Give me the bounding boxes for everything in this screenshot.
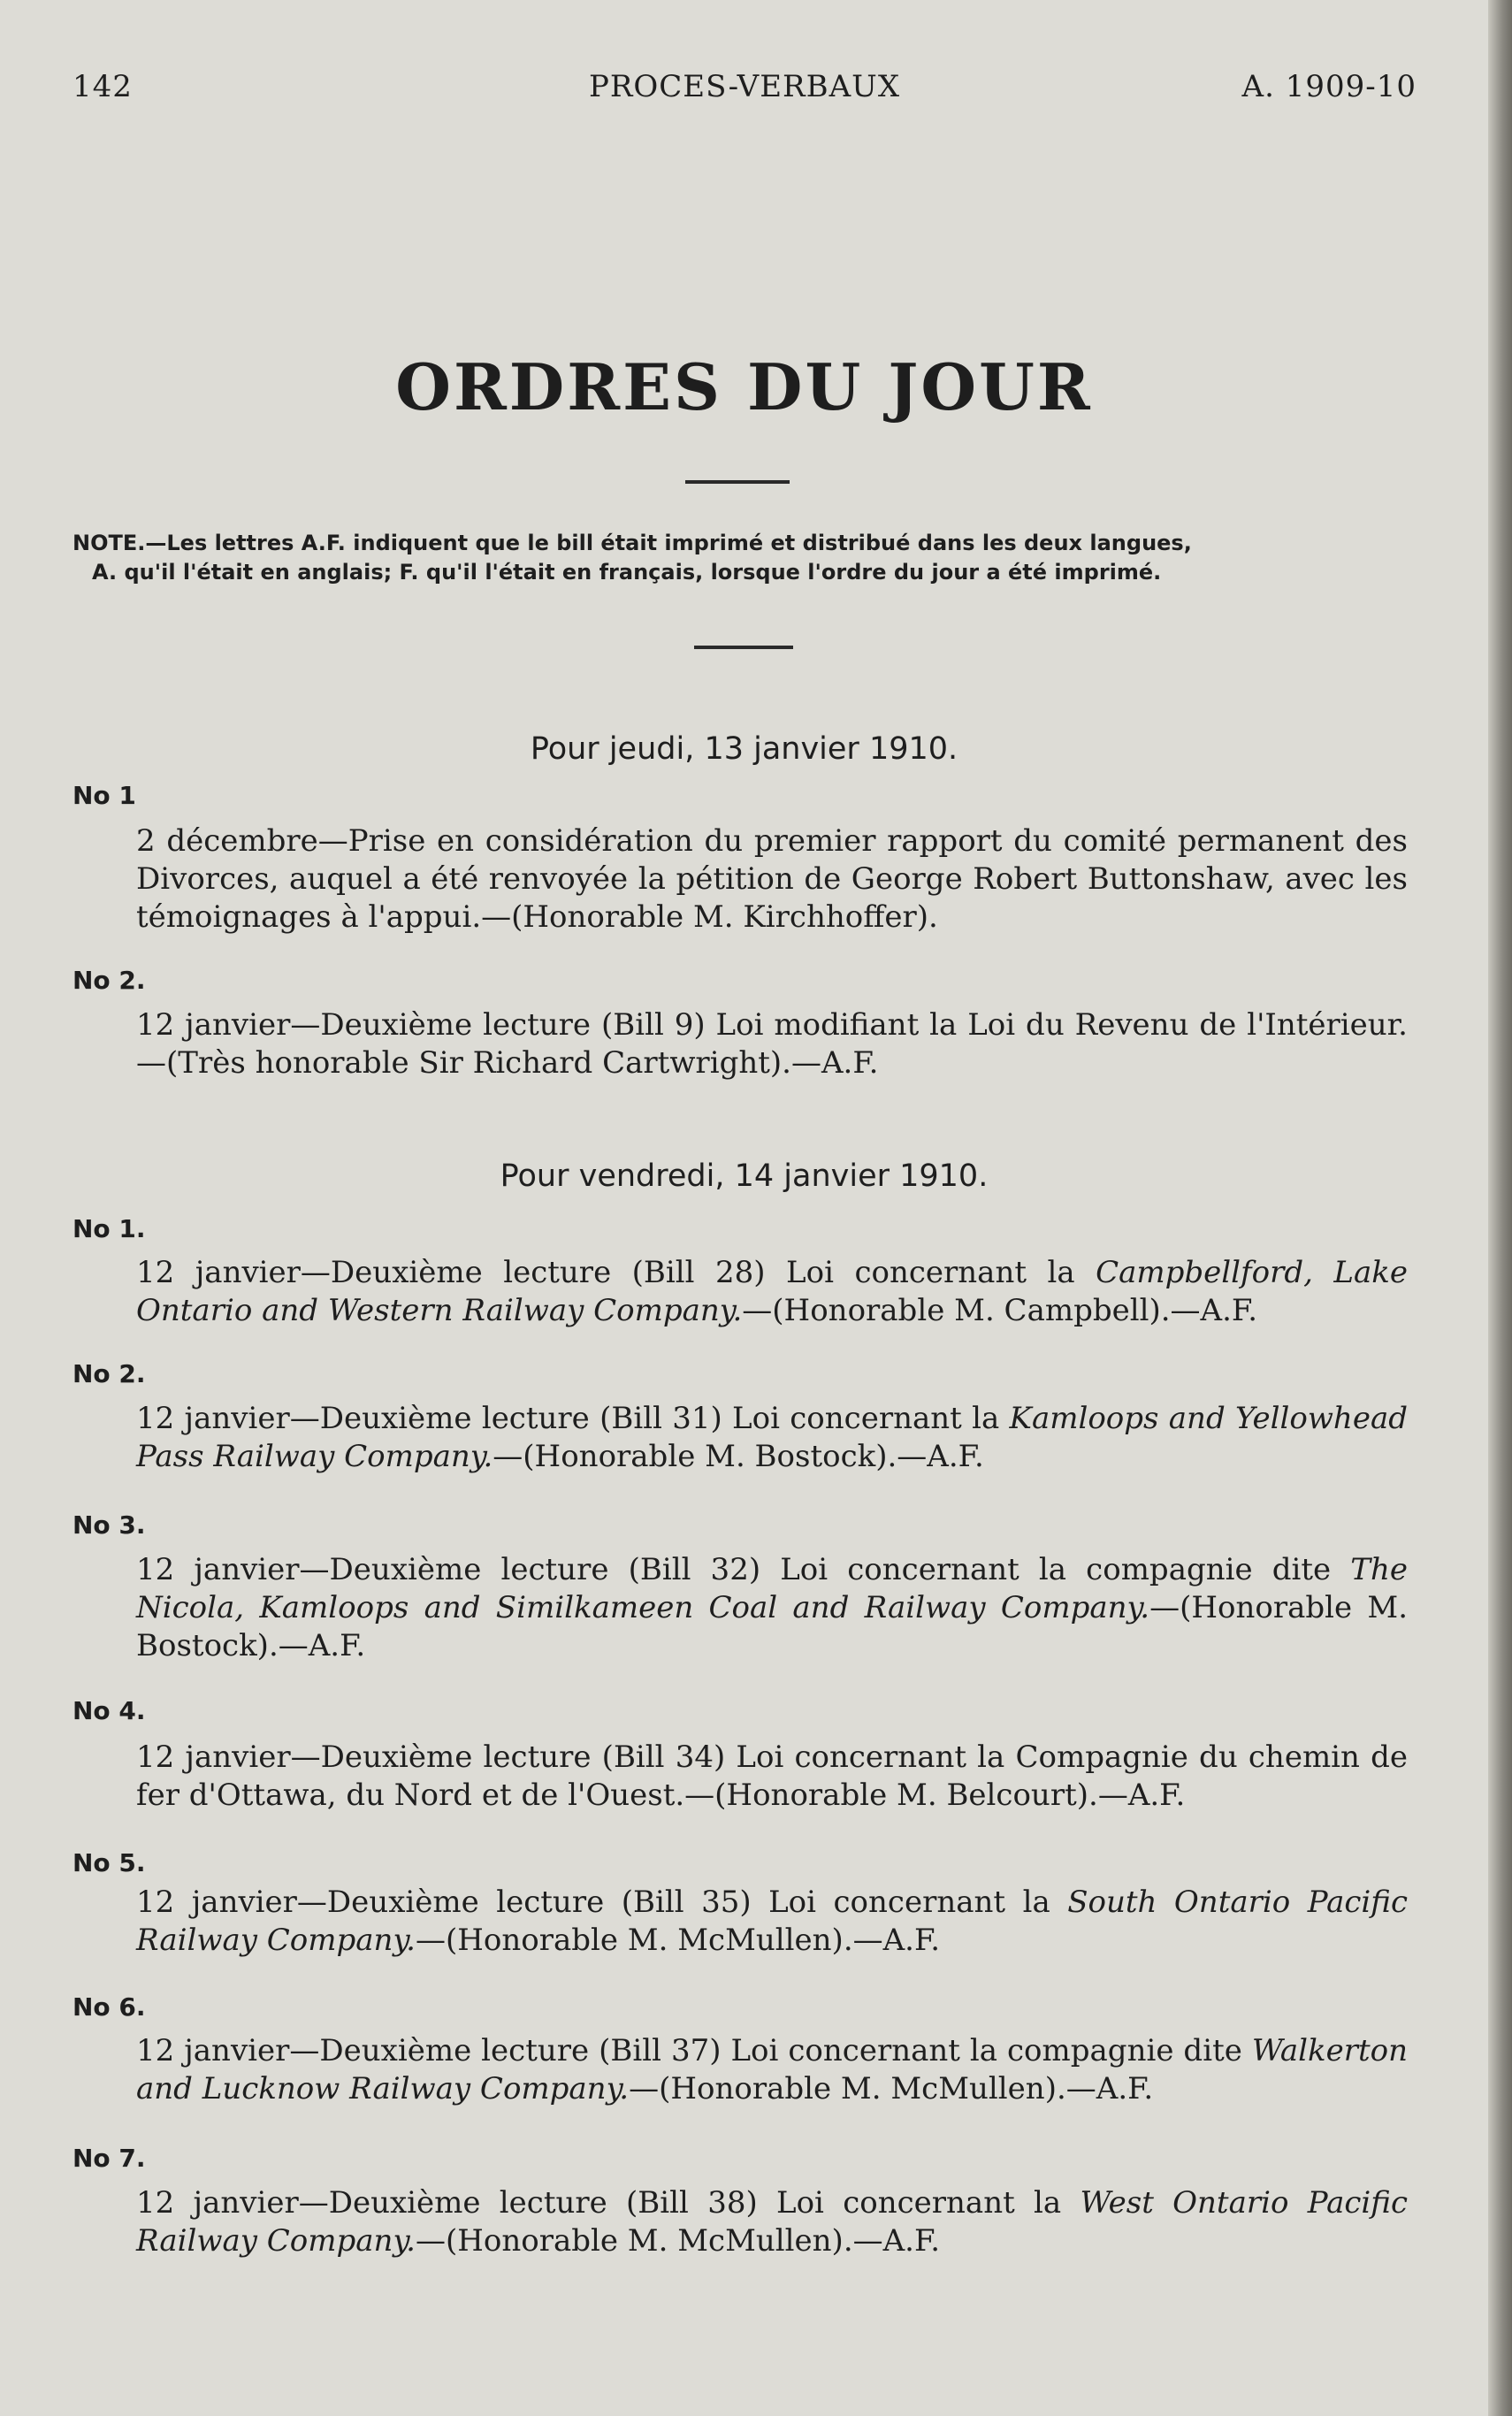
order-entry (71, 2184, 1408, 2260)
item-number: No 6. (73, 1992, 146, 2022)
item-number: No 2. (73, 966, 146, 995)
item-number: No 5. (73, 1848, 146, 1877)
entry-text: 12 janvier—Deuxième lecture (Bill 9) Loi modifiant la Loi du Revenu de l'Intérieur.—(Très honorable Sir Richard Cartwright).—A.F. (136, 1007, 1408, 1081)
entry-sponsor: —(Honorable M. McMullen).—A.F. (629, 2071, 1154, 2106)
company-name: The Nicola, Kamloops and Similkameen Coal and Railway Company. (136, 1552, 1408, 1625)
order-entry (71, 1884, 1408, 1960)
entry-text: 2 décembre—Prise en considération du premier rapport du comité permanent des Divorces, auquel a été renvoyée la pétition de George Robert Buttonshaw, avec les témoignages à l'appui.—(Honorable M. Kirchhoffer). (136, 823, 1408, 935)
item-number: No 3. (73, 1510, 146, 1540)
entry-text: 12 janvier—Deuxième lecture (Bill 28) Loi concernant la (136, 1255, 1096, 1290)
session-label: A. 1909-10 (1241, 69, 1417, 104)
order-entry (71, 2032, 1408, 2108)
order-entry (71, 1254, 1408, 1330)
entry-text: 12 janvier—Deuxième lecture (Bill 34) Loi concernant la Compagnie du chemin de fer d'Ottawa, du Nord et de l'Ouest.—(Honorable M. Belcourt).—A.F. (136, 1739, 1408, 1813)
item-number: No 2. (73, 1359, 146, 1388)
company-name: Walkerton and Lucknow Railway Company. (136, 2033, 1408, 2106)
entry-text: 12 janvier—Deuxième lecture (Bill 35) Loi concernant la (136, 1885, 1068, 1920)
item-number: No 4. (73, 1696, 146, 1725)
title-rule (685, 480, 790, 484)
company-name: West Ontario Pacific Railway Company. (136, 2185, 1408, 2259)
entry-text: 12 janvier—Deuxième lecture (Bill 37) Loi concernant la compagnie dite (136, 2033, 1252, 2068)
entry-sponsor: —(Honorable M. Campbell).—A.F. (742, 1293, 1258, 1328)
entry-sponsor: —(Honorable M. McMullen).—A.F. (415, 1923, 941, 1958)
entry-sponsor: —(Honorable M. McMullen).—A.F. (415, 2223, 941, 2259)
page-number: 142 (73, 69, 133, 104)
entry-sponsor: —(Honorable M. Bostock).—A.F. (136, 1590, 1409, 1663)
entry-text: 12 janvier—Deuxième lecture (Bill 38) Loi concernant la (136, 2185, 1081, 2221)
section-heading-thursday: Pour jeudi, 13 janvier 1910. (530, 731, 958, 767)
entry-sponsor: —(Honorable M. Bostock).—A.F. (493, 1439, 984, 1474)
item-number: No 7. (73, 2144, 146, 2173)
company-name: South Ontario Pacific Railway Company. (136, 1885, 1408, 1958)
order-entry (71, 1400, 1408, 1476)
entry-text: 12 janvier—Deuxième lecture (Bill 31) Loi concernant la (136, 1401, 1010, 1436)
item-number: No 1. (73, 1214, 146, 1243)
order-entry (71, 822, 1408, 937)
item-number: No 1 (73, 781, 136, 810)
note-paragraph (73, 529, 1430, 587)
entry-text: 12 janvier—Deuxième lecture (Bill 32) Loi concernant la compagnie dite (136, 1552, 1351, 1587)
page-title: ORDRES DU JOUR (395, 349, 1093, 424)
company-name: Campbellford, Lake Ontario and Western Railway Company. (136, 1255, 1408, 1328)
running-header (73, 69, 1417, 113)
book-spine-shadow (1488, 0, 1512, 2416)
company-name: Kamloops and Yellowhead Pass Railway Company. (136, 1401, 1408, 1474)
running-title: PROCES-VERBAUX (588, 69, 901, 104)
note-line-1: NOTE.—Les lettres A.F. indiquent que le bill était imprimé et distribué dans les deux langues, (73, 531, 1192, 555)
section-heading-friday: Pour vendredi, 14 janvier 1910. (500, 1158, 989, 1194)
order-entry (71, 1739, 1408, 1815)
note-line-2: A. qu'il l'était en anglais; F. qu'il l'était en français, lorsque l'ordre du jour a été imprimé. (92, 560, 1162, 585)
order-entry (71, 1551, 1408, 1665)
note-rule (694, 646, 793, 649)
order-entry (71, 1006, 1408, 1082)
